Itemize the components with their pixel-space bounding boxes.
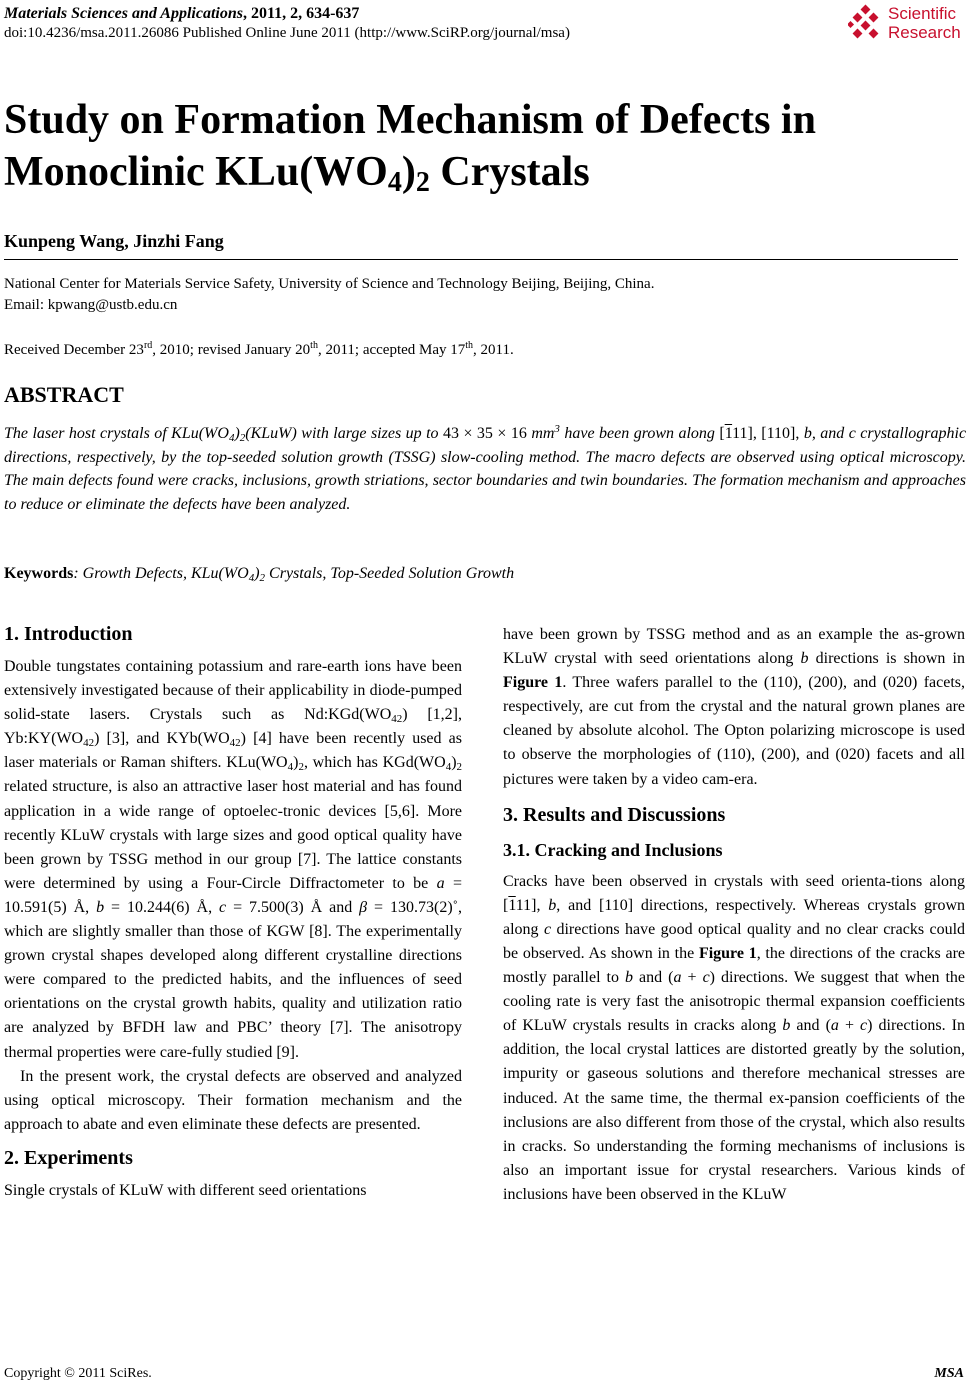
right-column bbox=[503, 623, 965, 1207]
received-dates: Received December 23rd, 2010; revised January 20th, 2011; accepted May 17th, 2011. bbox=[4, 340, 514, 358]
journal-citation bbox=[4, 4, 359, 23]
copyright: Copyright © 2011 SciRes. bbox=[4, 1366, 152, 1381]
publisher-logo bbox=[848, 4, 964, 44]
logo-wordmark: Scientific Research bbox=[888, 4, 961, 42]
journal-abbr: MSA bbox=[934, 1366, 964, 1381]
abstract-text: The laser host crystals of $KLu(WO_4)_2(KLuW)$ with large sizes up to 43 × 35 × 16 $mm^3$ have been grown along [111], [110], b, and c crystallographic directions, respectively, by the top-seeded solution growth (TSSG) slow-cooling method. The macro defects are observed using optical microscopy. The main defects found were cracks, inclusions, growth striations, sector boundaries and twin boundaries. The formation mechanism and approaches to reduce or eliminate the defects have been analyzed. bbox=[4, 423, 967, 513]
scirp-logo-icon bbox=[848, 4, 884, 44]
keywords: Keywords: Growth Defects, $KLu(WO_4)_2$ Crystals, Top-Seeded Solution Growth bbox=[4, 565, 515, 584]
section-heading-results: 3. Results and Discussions bbox=[503, 803, 726, 826]
authors: Kunpeng Wang, Jinzhi Fang bbox=[4, 231, 224, 251]
figure-1-ref-2[interactable]: Figure 1 bbox=[698, 944, 757, 962]
journal-name: Materials Sciences and Applications bbox=[4, 5, 243, 22]
email[interactable]: Email: kpwang@ustb.edu.cn bbox=[4, 297, 178, 313]
affiliation: National Center for Materials Service Safety, University of Science and Technology Beijing, Beijing, China. Email: kpwang@ustb.edu.cn bbox=[4, 274, 654, 316]
section-heading-introduction: 1. Introduction bbox=[4, 623, 133, 645]
left-column bbox=[4, 619, 462, 1203]
experiments-paragraph-start: Single crystals of KLuW with different seed orientations bbox=[4, 1181, 367, 1199]
doi-line[interactable]: doi:10.4236/msa.2011.26086 Published Online June 2011 (http://www.SciRP.org/journal/msa) bbox=[4, 25, 570, 41]
divider bbox=[4, 259, 958, 260]
abstract-heading: ABSTRACT bbox=[4, 382, 124, 407]
experiments-paragraph-cont: have been grown by TSSG method and as an example the as-grown KLuW crystal with seed orientations along b directions is shown in Figure 1. Three wafers parallel to the (110), (200), and (020) facets, respectively, are cut from the crystal and the natural grown planes are cleaned by absolute alcohol. The Opton polarizing microscope is used to observe the morphologies of (110), (200), and (020) facets and all pictures were taken by a video cam-era. bbox=[503, 626, 965, 788]
intro-paragraph-2: In the present work, the crystal defects are observed and analyzed using optical microscopy. Their formation mechanism and the approach to abate and even eliminate these defects are presented. bbox=[4, 1067, 462, 1133]
subsection-heading-cracking: 3.1. Cracking and Inclusions bbox=[503, 839, 723, 860]
cracking-paragraph: Cracks have been observed in crystals with seed orienta-tions along [111], b, and [110] directions, respectively. Whereas crystals grown along c directions have good optical quality and no clear cracks could be observed. As shown in the Figure 1, the directions of the cracks are mostly parallel to b and (a + c) directions. We suggest that when the cooling rate is very fast the anisotropic thermal expansion coefficients of KLuW crystals results in cracks along b and (a + c) directions. In addition, the local crystal lattices are distorted greatly by the solution, impurity or gaseous solutions and therefore mechanical stresses are induced. At the same time, the thermal ex-pansion coefficients of the inclusions are also different from those of the crystal, which also results in cracks. So understanding the forming mechanisms of inclusions is also an important issue for crystal researchers. Various kinds of inclusions have been observed in the KLuW bbox=[503, 872, 966, 1203]
journal-volume: , 2011, 2, 634-637 bbox=[242, 5, 360, 22]
section-heading-experiments: 2. Experiments bbox=[4, 1146, 133, 1169]
figure-1-ref[interactable]: Figure 1 bbox=[503, 674, 563, 692]
paper-title: Study on Formation Mechanism of Defects in Monoclinic $KLu(WO_4)_2$ Crystals bbox=[4, 97, 816, 198]
intro-paragraph-1: Double tungstates containing potassium and rare-earth ions have been extensively investigated because of their applicability in diode-pumped solid-state lasers. Crystals such as $Nd:KGd(WO_{42})$ [1,2], $Yb:KY(WO_{42})$ [3], and $KYb(WO_{42})$ [4] have been recently used as laser materials or Raman shifters. $KLu(WO_4)_2$, which has $KGd(WO_4)_2$ related structure, is also an attractive laser host material and has found application in a wide range of optoelec-tronic devices [5,6]. More recently KLuW crystals with large sizes and good optical quality have been grown by TSSG method in our group [7]. The lattice constants were determined by using a Four-Circle Diffractometer to be a = 10.591(5) Å, b = 10.244(6) Å, c = 7.500(3) Å and β = 130.73(2)˚, which are slightly smaller than those of KGW [8]. The experimentally grown crystal shapes developed along different crystalline directions were compared to the predicted habits, and the influences of seed orientations on the crystal growth habits, quality and utilization ratio are analyzed by BFDH law and PBC’ theory [7]. The anisotropy thermal properties were care-fully studied [9]. bbox=[4, 658, 463, 1061]
page-footer bbox=[4, 1366, 964, 1382]
